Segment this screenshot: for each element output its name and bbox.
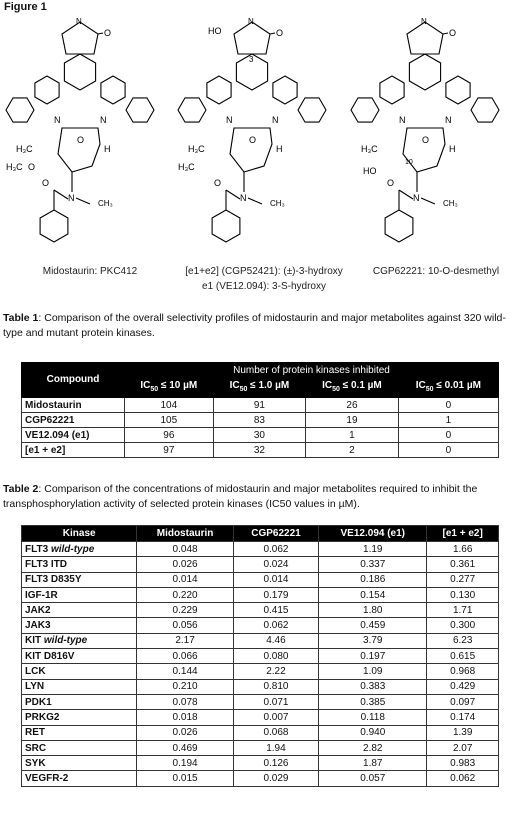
table2-cell: 0.080 [233, 649, 318, 664]
locant-10: 10 [405, 159, 413, 166]
table2-cell: 0.940 [319, 725, 427, 740]
caption-cgp52421-line1: [e1+e2] (CGP52421): (±)-3-hydroxy [185, 266, 343, 277]
table1-caption-label: Table 1 [3, 312, 39, 324]
table2-cell: 0.154 [319, 587, 427, 602]
o-atom-label: O [449, 28, 457, 38]
table1-col-1: $IC_{50} \le 1.0$ µM [213, 379, 306, 398]
table-row [22, 413, 499, 428]
table2-cell: 2.07 [427, 740, 499, 755]
table1-cell: 0 [398, 398, 498, 413]
n-atom-label: N [76, 17, 82, 26]
table2-cell: 2.17 [137, 633, 233, 648]
table-row [22, 443, 499, 458]
table2-cell: 0.469 [137, 740, 233, 755]
table2-cell: 0.014 [137, 572, 233, 587]
table-row [22, 572, 499, 587]
n-atom-label: N [54, 115, 61, 125]
table2-cell: 0.024 [233, 557, 318, 572]
table-row [22, 587, 499, 602]
figure-title: Figure 1 [4, 1, 47, 13]
table2-cell: 0.220 [137, 587, 233, 602]
table1-cell: 32 [213, 443, 306, 458]
table2-cell: 0.078 [137, 694, 233, 709]
table2-cell: 0.026 [137, 557, 233, 572]
table2-row-name: FLT3 wild-type [22, 542, 137, 557]
table2-cell: 0.118 [319, 710, 427, 725]
chemical-structures [0, 14, 520, 264]
table2-cell: 1.87 [319, 756, 427, 771]
table1-caption [3, 311, 518, 341]
table2-cell: 0.014 [233, 572, 318, 587]
ch3-label: CH₃ [443, 199, 458, 208]
caption-midostaurin: Midostaurin: PKC412 [42, 266, 138, 277]
table2-cell: 1.71 [427, 603, 499, 618]
table2-row-name: KIT wild-type [22, 633, 137, 648]
table-row [22, 725, 499, 740]
table2-cell: 0.194 [137, 756, 233, 771]
table2-cell: 1.94 [233, 740, 318, 755]
n-atom-label: N [68, 193, 75, 203]
h-atom-label: H [276, 144, 283, 154]
table-row [22, 771, 499, 786]
table-row [22, 428, 499, 443]
table2-row-name: VEGFR-2 [22, 771, 137, 786]
table1-caption-text: : Comparison of the overall selectivity profiles of midostaurin and major metabolites against 320 wild-type and mutant protein kinases. [3, 312, 506, 339]
table2-row-name: SYK [22, 756, 137, 771]
table1-cell: 1 [306, 428, 399, 443]
table1-cell: 96 [125, 428, 214, 443]
h-atom-label: H [449, 144, 456, 154]
table2-cell: 0.968 [427, 664, 499, 679]
table2-col-0: Kinase [22, 526, 137, 542]
table2-cell: 0.062 [233, 618, 318, 633]
n-atom-label: N [248, 17, 254, 26]
table2-cell: 0.277 [427, 572, 499, 587]
table2-cell: 0.029 [233, 771, 318, 786]
table2-cell: 0.429 [427, 679, 499, 694]
table2-cell: 0.361 [427, 557, 499, 572]
table1-row-name: Midostaurin [22, 398, 125, 413]
table1-cell: 0 [398, 443, 498, 458]
table1-header-compound: Compound [22, 363, 125, 398]
table-row [22, 740, 499, 755]
table1-row-name: [e1 + e2] [22, 443, 125, 458]
table2-body [22, 542, 499, 787]
table2-cell: 0.097 [427, 694, 499, 709]
structure-1 [178, 17, 326, 242]
n-atom-label: N [399, 115, 406, 125]
table2-cell: 0.068 [233, 725, 318, 740]
table2-row-name: FLT3 D835Y [22, 572, 137, 587]
ho-label: HO [208, 26, 222, 36]
table1-col-2: $IC_{50} \le 0.1$ µM [306, 379, 399, 398]
o-atom-label: O [42, 178, 50, 188]
table2-cell: 6.23 [427, 633, 499, 648]
table-row [22, 710, 499, 725]
table2-cell: 0.018 [137, 710, 233, 725]
table1-cell: 83 [213, 413, 306, 428]
structure-0 [6, 17, 154, 242]
table2-cell: 0.300 [427, 618, 499, 633]
table2-cell: 1.09 [319, 664, 427, 679]
table2-caption [3, 482, 518, 512]
table2-cell: 0.459 [319, 618, 427, 633]
locant-3: 3 [249, 55, 254, 64]
table2 [21, 525, 499, 787]
o-atom-label: O [104, 28, 112, 38]
table1-cell: 1 [398, 413, 498, 428]
table2-cell: 0.415 [233, 603, 318, 618]
h3c-label: H₃C [6, 162, 23, 172]
table2-caption-label: Table 2 [3, 483, 39, 495]
table2-col-3: VE12.094 (e1) [319, 526, 427, 542]
table-row [22, 603, 499, 618]
table1-cell: 105 [125, 413, 214, 428]
table1 [21, 362, 499, 458]
table2-row-name: LCK [22, 664, 137, 679]
table2-cell: 0.062 [233, 542, 318, 557]
caption-cgp62221: CGP62221: 10-O-desmethyl [372, 266, 500, 277]
table1-row-name: CGP62221 [22, 413, 125, 428]
table2-cell: 0.056 [137, 618, 233, 633]
table1-cell: 30 [213, 428, 306, 443]
table1-row-name: VE12.094 (e1) [22, 428, 125, 443]
table1-col-3: $IC_{50} \le 0.01$ µM [398, 379, 498, 398]
table2-cell: 1.66 [427, 542, 499, 557]
table2-cell: 2.82 [319, 740, 427, 755]
o-atom-label: O [276, 28, 284, 38]
table-row [22, 756, 499, 771]
table2-cell: 0.810 [233, 679, 318, 694]
o-atom-label: O [387, 178, 395, 188]
table2-cell: 0.337 [319, 557, 427, 572]
table2-col-1: Midostaurin [137, 526, 233, 542]
table2-row-name: JAK2 [22, 603, 137, 618]
table2-row-name: PDK1 [22, 694, 137, 709]
table1-col-0: $IC_{50} \le 10$ µM [125, 379, 214, 398]
table1-cell: 97 [125, 443, 214, 458]
table2-cell: 0.071 [233, 694, 318, 709]
table1-body [22, 398, 499, 458]
h-atom-label: H [104, 144, 111, 154]
o-atom-label: O [214, 178, 222, 188]
h3c-label: H₃C [16, 144, 33, 154]
h3c-label: H₃C [361, 144, 378, 154]
table2-cell: 0.126 [233, 756, 318, 771]
o-atom-label: O [77, 135, 85, 145]
table1-header-group: Number of protein kinases inhibited [125, 363, 499, 379]
table2-cell: 0.983 [427, 756, 499, 771]
table2-row-name: RET [22, 725, 137, 740]
table2-col-4: [e1 + e2] [427, 526, 499, 542]
table2-cell: 0.007 [233, 710, 318, 725]
table-row [22, 618, 499, 633]
ho-label: HO [363, 166, 377, 176]
table2-cell: 4.46 [233, 633, 318, 648]
table-row [22, 664, 499, 679]
table2-cell: 0.026 [137, 725, 233, 740]
ch3-label: CH₃ [270, 199, 285, 208]
table2-cell: 0.057 [319, 771, 427, 786]
table1-cell: 26 [306, 398, 399, 413]
table-row [22, 398, 499, 413]
n-atom-label: N [240, 193, 247, 203]
table2-cell: 1.80 [319, 603, 427, 618]
ch3-label: CH₃ [98, 199, 113, 208]
table2-cell: 0.174 [427, 710, 499, 725]
structure-2 [351, 17, 499, 242]
table2-row-name: LYN [22, 679, 137, 694]
table2-cell: 1.19 [319, 542, 427, 557]
table-row [22, 633, 499, 648]
table2-cell: 0.229 [137, 603, 233, 618]
table2-cell: 0.066 [137, 649, 233, 664]
o-atom-label: O [249, 135, 257, 145]
table2-cell: 0.615 [427, 649, 499, 664]
table2-cell: 0.186 [319, 572, 427, 587]
caption-cgp52421 [172, 264, 356, 294]
h3c-label: H₃C [188, 144, 205, 154]
table2-header-row [22, 526, 499, 542]
table-row [22, 557, 499, 572]
o-atom-label: O [28, 162, 36, 172]
table2-cell: 0.210 [137, 679, 233, 694]
n-atom-label: N [272, 115, 279, 125]
table1-cell: 19 [306, 413, 399, 428]
table2-row-name: JAK3 [22, 618, 137, 633]
table2-caption-text: : Comparison of the concentrations of midostaurin and major metabolites required to inhibit the transphosphorylation activity of selected protein kinases (IC50 values in µM). [3, 483, 478, 510]
table2-cell: 0.385 [319, 694, 427, 709]
table-row [22, 649, 499, 664]
table1-cell: 91 [213, 398, 306, 413]
table2-row-name: FLT3 ITD [22, 557, 137, 572]
table2-cell: 0.062 [427, 771, 499, 786]
table1-cell: 104 [125, 398, 214, 413]
table2-cell: 0.144 [137, 664, 233, 679]
n-atom-label: N [421, 17, 427, 26]
table2-cell: 0.197 [319, 649, 427, 664]
table1-cell: 0 [398, 428, 498, 443]
n-atom-label: N [100, 115, 107, 125]
table2-cell: 2.22 [233, 664, 318, 679]
table-row [22, 542, 499, 557]
table2-row-name: PRKG2 [22, 710, 137, 725]
table2-row-name: IGF-1R [22, 587, 137, 602]
table2-cell: 0.015 [137, 771, 233, 786]
h3c-label: H₃C [178, 162, 195, 172]
table1-cell: 2 [306, 443, 399, 458]
table2-cell: 3.79 [319, 633, 427, 648]
table2-cell: 0.130 [427, 587, 499, 602]
table2-cell: 0.383 [319, 679, 427, 694]
table2-row-name: SRC [22, 740, 137, 755]
table2-col-2: CGP62221 [233, 526, 318, 542]
caption-cgp52421-line2: e1 (VE12.094): 3-S-hydroxy [202, 281, 326, 292]
table2-cell: 0.179 [233, 587, 318, 602]
table2-cell: 1.39 [427, 725, 499, 740]
table-row [22, 679, 499, 694]
n-atom-label: N [226, 115, 233, 125]
table-row [22, 694, 499, 709]
n-atom-label: N [445, 115, 452, 125]
table2-cell: 0.048 [137, 542, 233, 557]
n-atom-label: N [413, 193, 420, 203]
table2-row-name: KIT D816V [22, 649, 137, 664]
o-atom-label: O [422, 135, 430, 145]
